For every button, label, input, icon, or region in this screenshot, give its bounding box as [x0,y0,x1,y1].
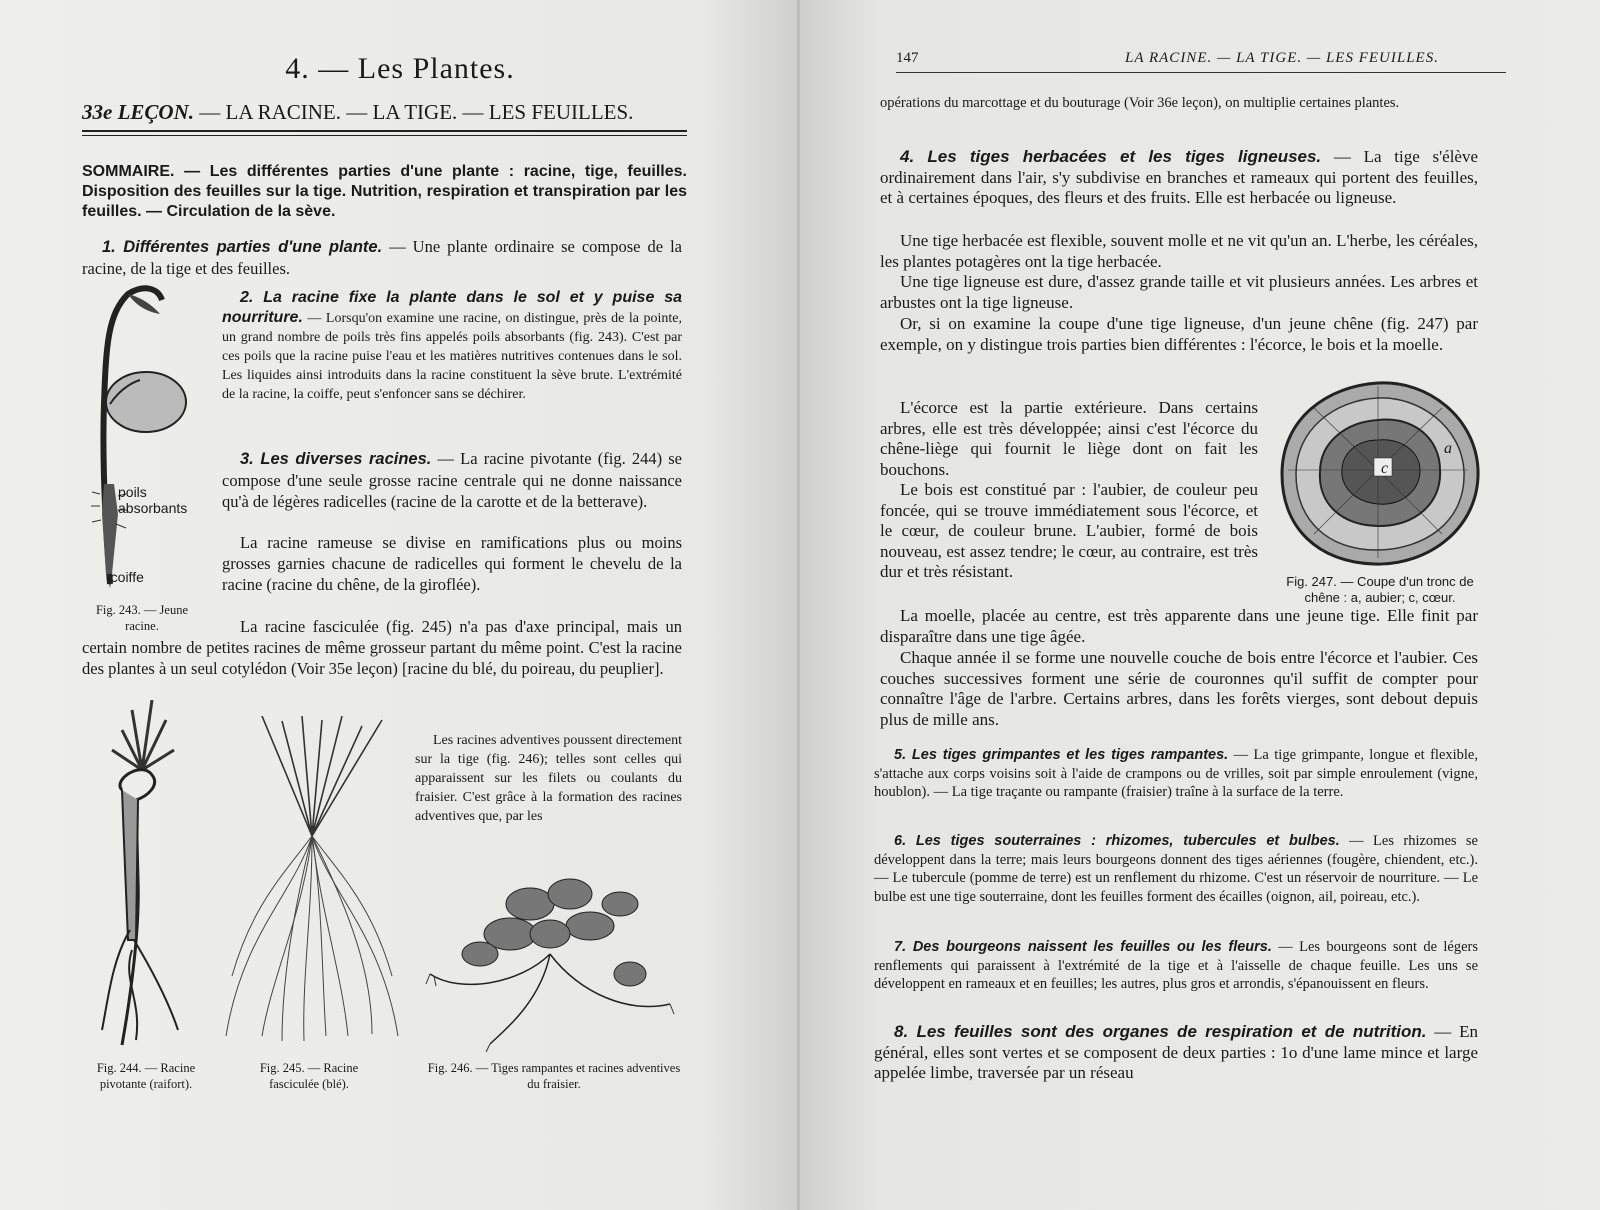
section-2-heading: 2. La racine fixe la plante dans le sol et y puise sa nourriture. [222,289,682,326]
section-3-fasciculee: La racine fasciculée (fig. 245) n'a pas d'axe principal, mais un certain nombre de petites racines de même grosseur partant du même point. C'est la racine des plantes à un seul cotylédon (Voir 35e leçon) [racine du blé, du poireau, du peuplier]. [82,617,682,678]
sommaire-text: — Les différentes parties d'une plante : racine, tige, feuilles. Disposition des feuilles sur la tige. Nutrition, respiration et transpiration par les feuilles. — Circulation de la sève. [82,163,687,220]
section-1-heading: 1. Différentes parties d'une plante. [102,238,383,256]
section-8-text: — En général, elles sont vertes et se composent de deux parties : 1o d'une lame mince et large appelée limbe, traversée par un réseau [874,1022,1478,1082]
section-6-text: — Les rhizomes se développent dans la terre; mais leurs bourgeons donnent des tiges aériennes (fougère, chiendent, etc.). — Le tubercule (pomme de terre) est un renflement du rhizome. C'est un réservoir de nourriture. — Le bulbe est une tige souterraine, dont les feuilles forment des écailles (oignon, ail, poireau, etc.). [874,833,1478,905]
lesson-title [82,100,687,125]
section-6 [874,832,1478,906]
section-4-coupe: Or, si on examine la coupe d'une tige ligneuse, d'un jeune chêne (fig. 247) par exemple, on y distingue trois parties bien différentes : l'écorce, le bois et la moelle. [880,314,1478,354]
label-absorbants: absorbants [118,500,188,516]
continued-text: opérations du marcottage et du bouturage (Voir 36e leçon), on multiplie certaines plantes. [880,95,1400,111]
section-4-ligneuse: Une tige ligneuse est dure, d'assez grande taille et vit plusieurs années. Les arbres et arbustes ont la tige ligneuse. [880,272,1478,312]
fig-243-caption: Fig. 243. — Jeune racine. [95,603,188,633]
section-5 [874,746,1478,802]
fig-245-caption: Fig. 245. — Racine fasciculée (blé). [259,1061,359,1091]
fig-243-label-poils [118,484,187,516]
section-3-heading: 3. Les diverses racines. [240,450,432,468]
section-3 [222,448,682,512]
section-6-heading: 6. Les tiges souterraines : rhizomes, tubercules et bulbes. [894,833,1340,849]
section-4 [880,147,1478,209]
fig-246-caption: Fig. 246. — Tiges rampantes et racines adventives du fraisier. [427,1061,681,1091]
fig-247-label-c: c [1381,460,1389,477]
section-2-text: — Lorsqu'on examine une racine, on distingue, près de la pointe, un grand nombre de poils très fins appelés poils absorbants (fig. 243). C'est par ces poils que la racine puise l'eau et les matières nutritives contenues dans le sol. Les liquides ainsi introduits dans la racine constituent la sève brute. L'extrémité de la racine, la coiffe, peut s'enfoncer sans se déchirer. [222,311,682,402]
section-4-couches: Chaque année il se forme une nouvelle couche de bois entre l'écorce et l'aubier. Ces couches successives forment une série de couronnes qu'il suffit de compter pour connaître l'âge de l'arbre. Certains arbres, dans les forêts vierges, sont debout depuis plus de mille ans. [880,648,1478,729]
section-7-heading: 7. Des bourgeons naissent les feuilles ou les fleurs. [894,939,1272,955]
section-4-moelle: La moelle, placée au centre, est très apparente dans une jeune tige. Elle finit par disparaître dans une tige âgée. [880,606,1478,646]
section-7-text: — Les bourgeons sont de légers renflements qui paraissent à l'extrémité de la tige et à l'aisselle de chaque feuille. Les uns se développent en rameaux et en feuilles; les autres, plus gros et arrondis, s'épanouissent en fleurs. [874,939,1479,992]
section-4-ecorce: L'écorce est la partie extérieure. Dans certains arbres, elle est très développée; ainsi c'est l'écorce du chêne-liège qui fournit le liège dont on fait les bouchons. [880,398,1258,479]
section-8 [874,1022,1478,1084]
fig-246-fraisier-illustration [420,864,680,1054]
fig-244-caption: Fig. 244. — Racine pivotante (raifort). [96,1061,196,1091]
lesson-number: 33e LEÇON. [82,100,194,124]
section-3-adventives: Les racines adventives poussent directement sur la tige (fig. 246); telles sont celles qui apparaissent sur les filets ou coulants du fraisier. C'est grâce à la formation des racines adventives que, par les [415,733,682,824]
running-head: LA RACINE. — LA TIGE. — LES FEUILLES. [1125,50,1439,66]
section-7 [874,938,1478,994]
section-4-text: — La tige s'élève ordinairement dans l'air, s'y subdivise en branches et rameaux qui portent des feuilles, et à certaines époques, des fleurs et des fruits. Elle est herbacée ou ligneuse. [880,147,1479,207]
section-1-text: — Une plante ordinaire se compose de la racine, de la tige et des feuilles. [82,237,682,278]
fig-247-caption: Fig. 247. — Coupe d'un tronc de chêne : a, aubier; c, cœur. [1286,574,1474,605]
fig-247-label-a: a [1444,440,1452,457]
section-2 [222,288,682,404]
section-8-heading: 8. Les feuilles sont des organes de respiration et de nutrition. [894,1022,1427,1041]
section-4-bois: Le bois est constitué par : l'aubier, de couleur peu foncée, qui se trouve immédiatement sous l'écorce, et le cœur, de couleur brune. L'aubier, formé de bois nouveau, est assez tendre; le cœur, au contraire, est très dur et très résistant. [880,480,1258,581]
section-5-text: — La tige grimpante, longue et flexible, s'attache aux corps voisins soit à l'aide de crampons ou de vrilles, soit par simple enroulement (vigne, houblon). — La tige traçante ou rampante (fraisier) traîne à la surface de la terre. [874,747,1478,800]
label-poils: poils [118,484,147,500]
chapter-title: 4. — Les Plantes. [285,52,515,85]
title-rule-thin [82,135,687,136]
section-3-text: — La racine pivotante (fig. 244) se compose d'une seule grosse racine centrale qui ne donne naissance qu'à de légères radicelles (racine de la carotte et de la betterave). [222,449,682,511]
sommaire-label: SOMMAIRE. [82,163,175,180]
header-rule [896,72,1506,73]
section-1 [82,236,682,279]
sommaire [82,162,687,222]
section-4-heading: 4. Les tiges herbacées et les tiges ligneuses. [900,147,1322,166]
section-3-rameuse: La racine rameuse se divise en ramifications plus ou moins grosses garnies chacune de radicelles qui forment le chevelu de la racine (racine du chêne, de la giroflée). [222,533,682,594]
fig-243-young-root-illustration [88,284,208,604]
lesson-subject: — LA RACINE. — LA TIGE. — LES FEUILLES. [199,100,634,124]
page-number: 147 [896,50,919,66]
section-5-heading: 5. Les tiges grimpantes et les tiges rampantes. [894,747,1229,763]
title-rule [82,130,687,132]
fig-245-ble-root-illustration [222,716,402,1046]
fig-244-raifort-root-illustration [82,700,202,1050]
section-4-herbacee: Une tige herbacée est flexible, souvent molle et ne vit qu'un an. L'herbe, les céréales, les plantes potagères ont la tige herbacée. [880,231,1478,271]
fig-243-label-coiffe: -coiffe [106,569,144,585]
